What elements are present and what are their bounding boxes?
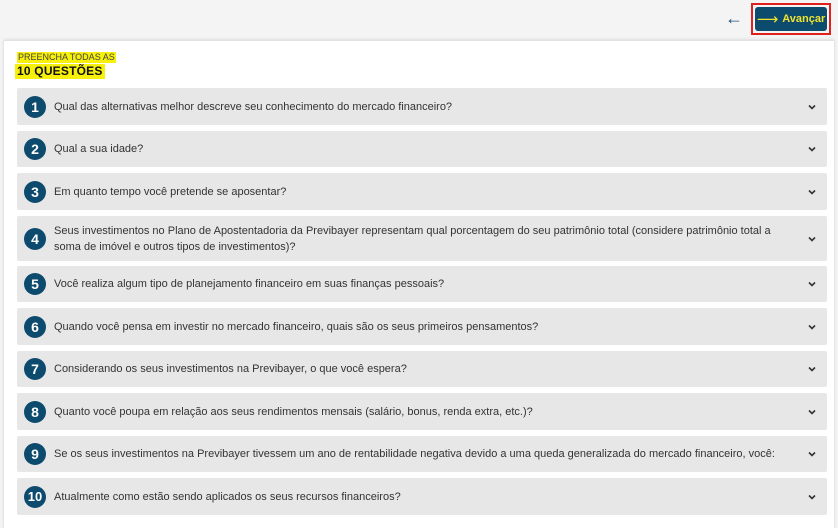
question-number: 7 [24,358,46,380]
chevron-down-icon [807,492,817,502]
chevron-down-icon [807,234,817,244]
form-hint: PREENCHA TODAS AS [18,52,115,62]
chevron-down-icon [807,407,817,417]
question-text: Seus investimentos no Plano de Apostentadoria da Previbayer representam qual porcentagem do seu patrimônio total (considere patrimônio total a soma de imóvel e outros tipos de investimentos)? [54,224,771,253]
question-text: Qual das alternativas melhor descreve seu conhecimento do mercado financeiro? [54,100,453,113]
question-number: 1 [24,96,46,118]
question-5[interactable] [17,266,827,302]
advance-button-label: Avançar [782,13,826,25]
question-4[interactable] [17,216,827,261]
question-number: 5 [24,273,46,295]
question-number: 6 [24,316,46,338]
question-text: Se os seus investimentos na Previbayer tivessem um ano de rentabilidade negativa devido a uma queda generalizada do mercado financeiro, você: [54,448,775,460]
chevron-down-icon [807,102,817,112]
chevron-down-icon [807,364,817,374]
chevron-down-icon [807,279,817,289]
question-text: Você realiza algum tipo de planejamento financeiro em suas finanças pessoais? [54,278,445,290]
question-number: 8 [24,401,46,423]
question-number: 10 [24,486,46,508]
chevron-down-icon [807,322,817,332]
question-text: Considerando os seus investimentos na Previbayer, o que você espera? [54,363,407,375]
advance-button[interactable] [755,7,827,31]
chevron-down-icon [807,144,817,154]
question-text: Em quanto tempo você pretende se aposentar? [54,185,287,198]
question-text: Atualmente como estão sendo aplicados os seus recursos financeiros? [54,490,401,503]
question-10[interactable] [17,478,827,515]
question-number: 9 [24,443,46,465]
question-number: 3 [24,181,46,203]
chevron-down-icon [807,449,817,459]
question-text: Quanto você poupa em relação aos seus rendimentos mensais (salário, bonus, renda extra, etc.)? [54,405,533,418]
form-heading: 10 QUESTÕES [17,64,103,78]
question-8[interactable] [17,393,827,430]
question-3[interactable] [17,173,827,210]
question-7[interactable] [17,351,827,387]
question-1[interactable] [17,88,827,125]
question-text: Qual a sua idade? [54,143,144,155]
top-bar [0,0,838,38]
arrow-left-icon: ← [725,8,743,28]
back-button[interactable] [724,8,744,28]
question-number: 2 [24,138,46,160]
question-text: Quando você pensa em investir no mercado financeiro, quais são os seus primeiros pensamentos? [54,320,539,333]
question-6[interactable] [17,308,827,345]
question-2[interactable] [17,131,827,167]
arrow-right-icon: ⟶ [756,10,779,28]
question-9[interactable] [17,436,827,472]
question-number: 4 [24,228,46,250]
chevron-down-icon [807,187,817,197]
